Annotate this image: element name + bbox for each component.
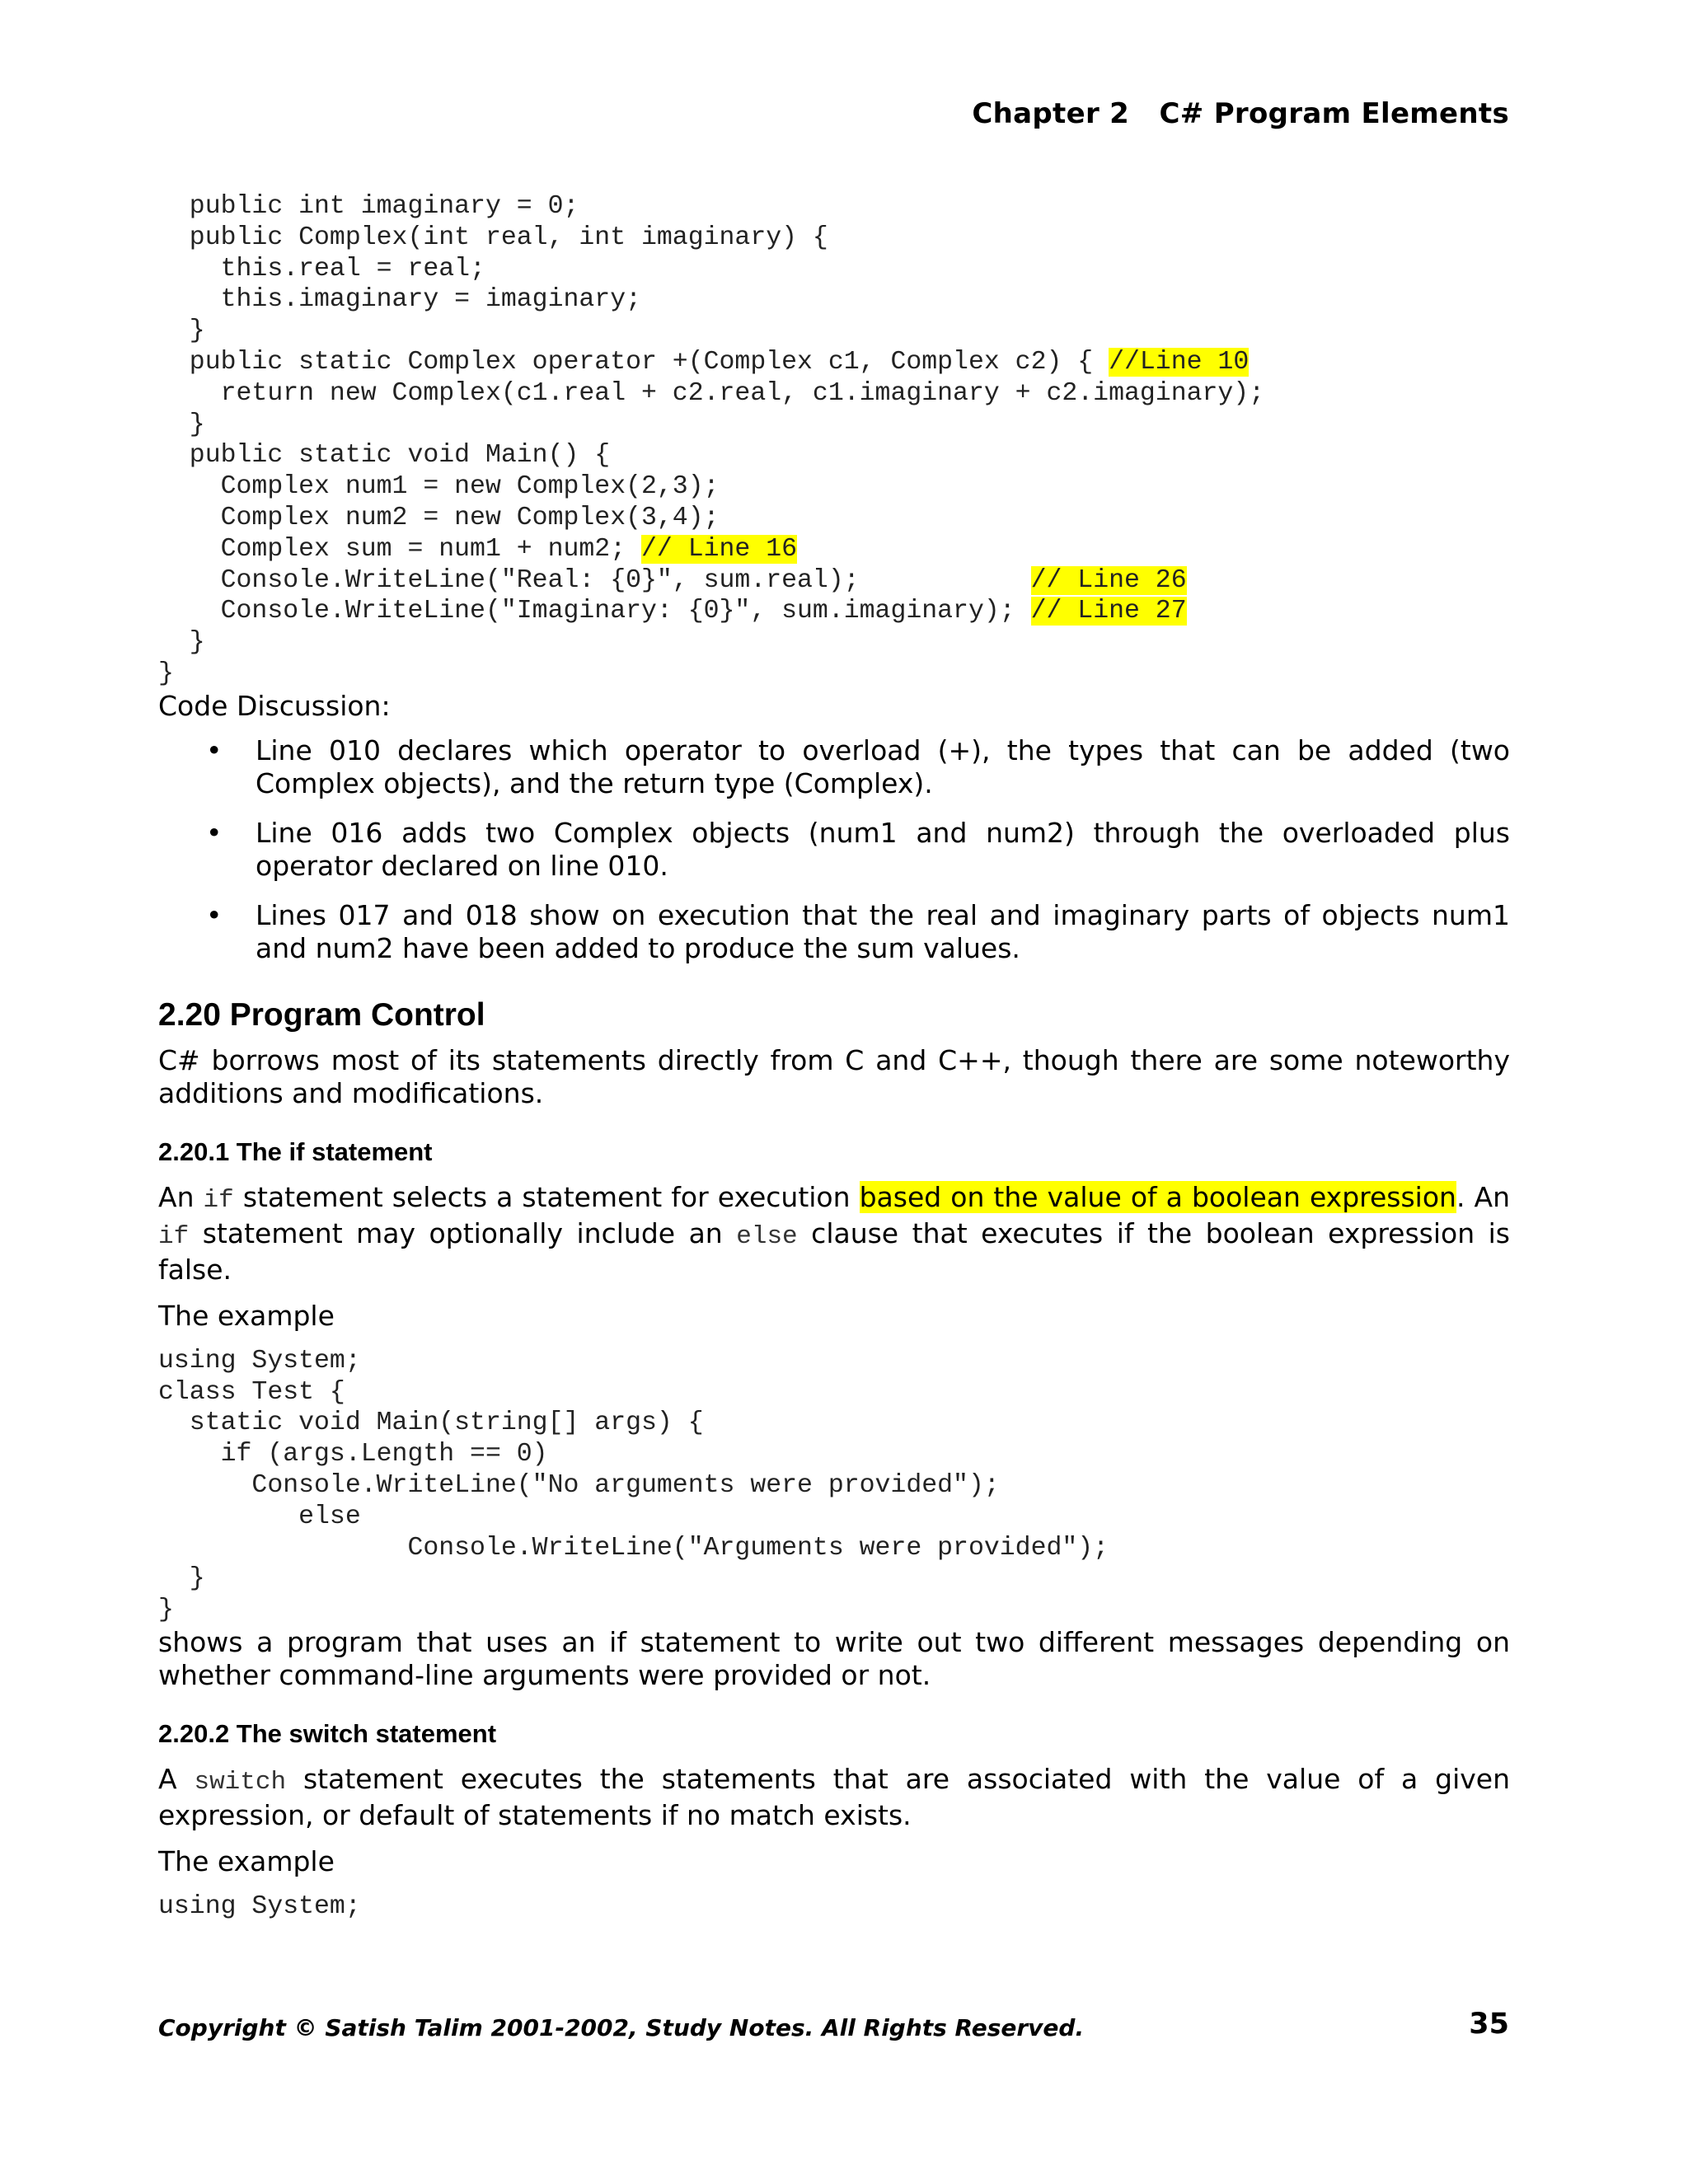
highlighted-comment: // Line 16	[641, 534, 798, 564]
if-example-explanation: shows a program that uses an if statement to write out two different messages depending on whether command-line arguments were provided or not.	[158, 1625, 1510, 1691]
subsection-heading-if: 2.20.1 The if statement	[158, 1137, 433, 1166]
code-line: Complex num2 = new Complex(3,4);	[158, 503, 720, 532]
code-line: Complex num1 = new Complex(2,3);	[158, 472, 720, 502]
code-discussion-heading: Code Discussion:	[158, 689, 391, 722]
text-run: statement may optionally include an	[189, 1216, 737, 1249]
list-item-text: Line 010 declares which operator to overload (+), the types that can be added (two Complex objects), and the return type (Complex).	[256, 733, 1510, 799]
code-line: else	[158, 1502, 361, 1531]
code-line: }	[158, 628, 205, 658]
bullet-icon: •	[206, 816, 223, 849]
inline-code: else	[736, 1221, 798, 1251]
code-line: using System;	[158, 1891, 361, 1921]
discussion-list	[158, 734, 1510, 965]
code-line: class Test {	[158, 1377, 345, 1407]
list-item	[158, 899, 1510, 965]
code-line: public static Complex operator +(Complex c1, Complex c2) {	[158, 347, 1109, 377]
text-run: statement executes the statements that are associated with the value of a given expression, or default of statements if no match exists.	[158, 1762, 1510, 1831]
text-run: An	[1465, 1180, 1510, 1213]
code-line: Console.WriteLine("No arguments were provided");	[158, 1470, 1000, 1500]
switch-description	[158, 1763, 1510, 1832]
code-line: Console.WriteLine("Arguments were provided");	[158, 1533, 1109, 1563]
text-run: clause that executes if the boolean expression is false.	[158, 1216, 1510, 1286]
list-item	[158, 817, 1510, 883]
code-line: static void Main(string[] args) {	[158, 1408, 704, 1438]
code-line: }	[158, 1564, 205, 1594]
subsection-heading-switch: 2.20.2 The switch statement	[158, 1718, 497, 1748]
page-number: 35	[1469, 2008, 1509, 2041]
running-header	[972, 97, 1509, 130]
list-item	[158, 734, 1510, 800]
text-run: An	[158, 1180, 204, 1213]
code-line: }	[158, 1596, 174, 1625]
code-block-complex	[158, 191, 1510, 690]
code-line: this.imaginary = imaginary;	[158, 285, 641, 315]
code-block-if	[158, 1346, 1510, 1626]
code-line: using System;	[158, 1346, 361, 1376]
highlighted-comment: // Line 27	[1030, 597, 1187, 626]
code-line: Complex sum = num1 + num2;	[158, 534, 641, 564]
code-line: }	[158, 658, 174, 688]
code-line: return new Complex(c1.real + c2.real, c1.imaginary + c2.imaginary);	[158, 378, 1265, 408]
chapter-title: C# Program Elements	[1159, 97, 1509, 130]
bullet-icon: •	[206, 898, 223, 931]
section-heading-program-control: 2.20 Program Control	[158, 996, 485, 1033]
example-label: The example	[158, 1844, 335, 1877]
section-intro: C# borrows most of its statements directly from C and C++, though there are some noteworthy additions and modifications.	[158, 1043, 1510, 1109]
code-line: public int imaginary = 0;	[158, 192, 579, 221]
code-line: public Complex(int real, int imaginary) {	[158, 223, 828, 252]
highlighted-text: based on the value of a boolean expression	[859, 1180, 1456, 1213]
list-item-text: Lines 017 and 018 show on execution that the real and imaginary parts of objects num1 and num2 have been added to produce the sum values.	[256, 898, 1510, 964]
code-line: }	[158, 316, 205, 346]
page-content	[158, 191, 1510, 1923]
list-item-text: Line 016 adds two Complex objects (num1 and num2) through the overloaded plus operator declared on line 010.	[256, 816, 1510, 882]
highlighted-comment: // Line 26	[1030, 565, 1187, 595]
text-run: .	[1456, 1180, 1465, 1213]
inline-code: if	[203, 1185, 234, 1215]
example-label: The example	[158, 1299, 335, 1332]
code-line: }	[158, 410, 205, 439]
code-line: if (args.Length == 0)	[158, 1440, 548, 1469]
text-run: A	[158, 1762, 195, 1795]
inline-code: switch	[194, 1767, 287, 1797]
code-line: this.real = real;	[158, 254, 485, 284]
bullet-icon: •	[206, 733, 223, 766]
chapter-label: Chapter 2	[972, 97, 1130, 130]
footer-copyright: Copyright © Satish Talim 2001-2002, Study Notes. All Rights Reserved.	[158, 2014, 1085, 2041]
highlighted-comment: //Line 10	[1109, 347, 1250, 377]
code-line: Console.WriteLine("Real: {0}", sum.real);	[158, 565, 1031, 595]
code-block-switch	[158, 1891, 1510, 1923]
text-run: statement selects a statement for execution	[233, 1180, 860, 1213]
inline-code: if	[158, 1221, 190, 1251]
if-description	[158, 1181, 1510, 1286]
code-line: public static void Main() {	[158, 441, 611, 471]
code-line: Console.WriteLine("Imaginary: {0}", sum.imaginary);	[158, 597, 1031, 626]
